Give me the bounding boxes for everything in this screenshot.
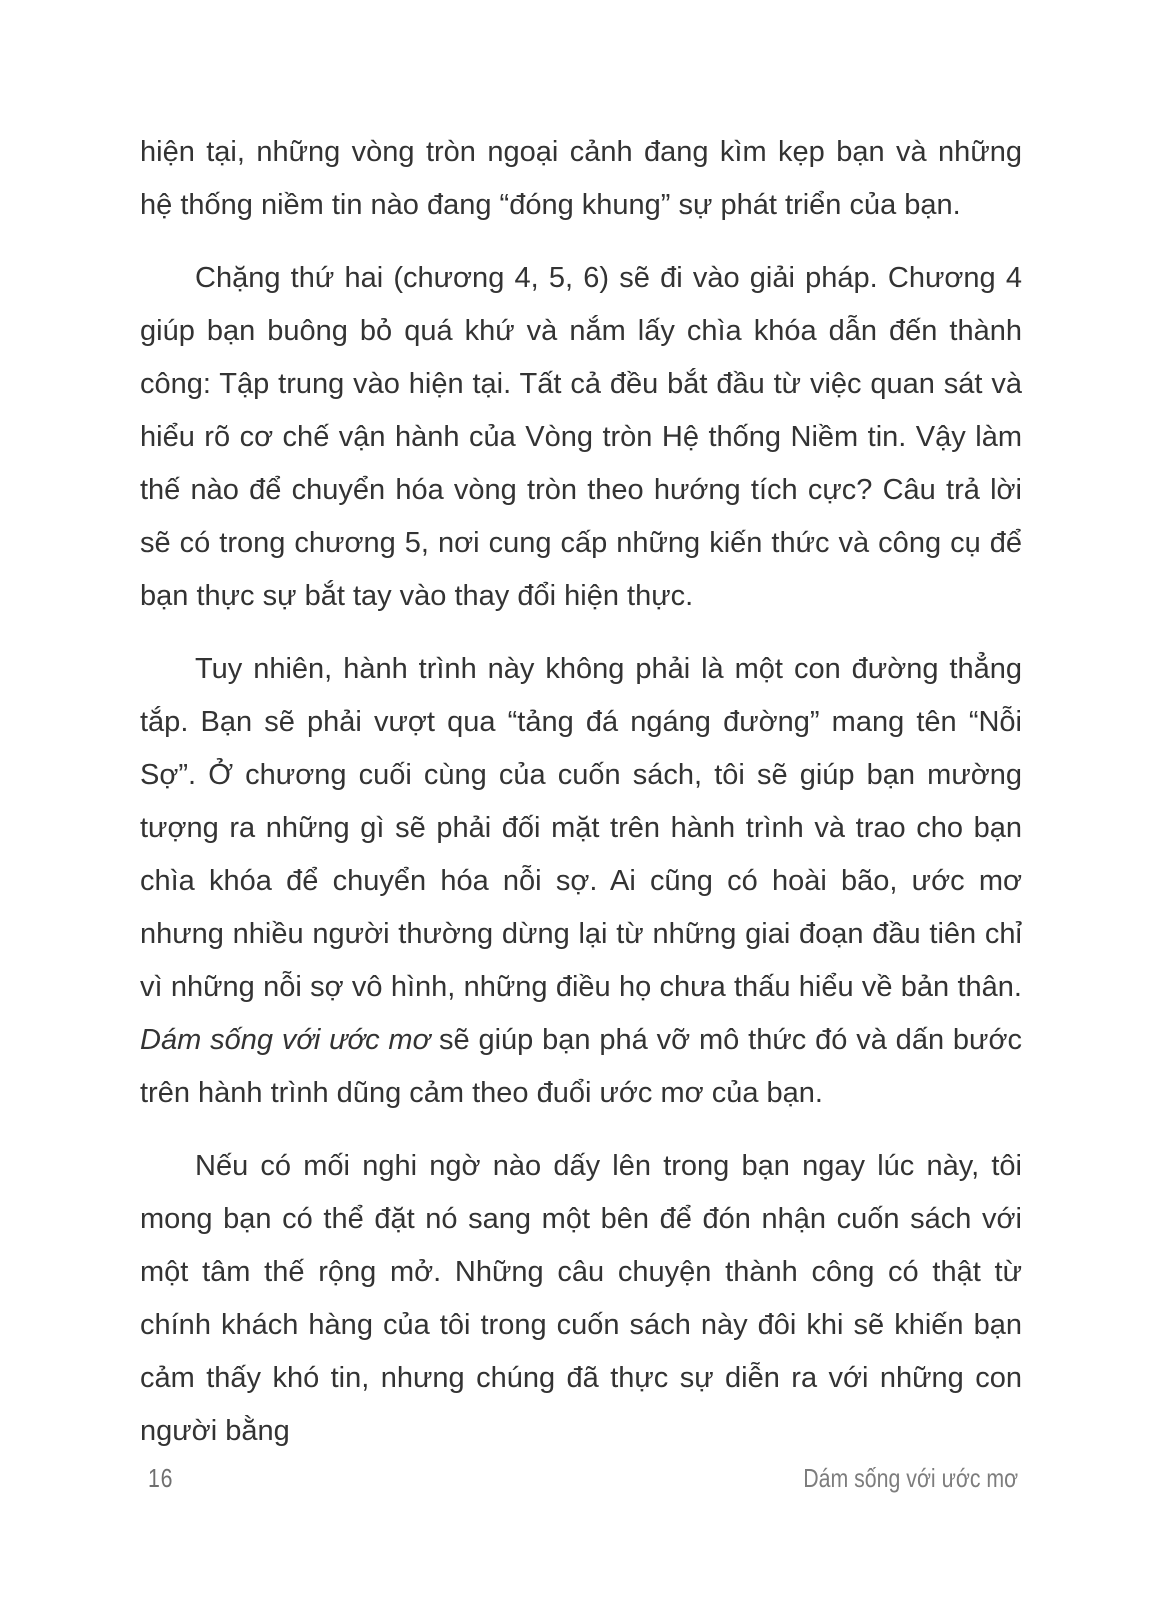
book-title-italic: Dám sống với ước mơ [140,1024,431,1056]
paragraph [140,1140,1022,1458]
paragraph [140,252,1022,623]
page-number: 16 [148,1463,174,1493]
paragraph [140,643,1022,1120]
text-run: Tuy nhiên, hành trình này không phải là một con đường thẳng tắp. Bạn sẽ phải vượt qua “tảng đá ngáng đường” mang tên “Nỗi Sợ”. Ở chương cuối cùng của cuốn sách, tôi sẽ giúp bạn mường tượng ra những gì sẽ phải đối mặt trên hành trình và trao cho bạn chìa khóa để chuyển hóa nỗi sợ. Ai cũng có hoài bão, ước mơ nhưng nhiều người thường dừng lại từ những giai đoạn đầu tiên chỉ vì những nỗi sợ vô hình, những điều họ chưa thấu hiểu về bản thân. [140,653,1022,1003]
paragraph [140,126,1022,232]
page-body [140,126,1022,1458]
running-title: Dám sống với ước mơ [803,1463,1018,1493]
text-run: sẽ giúp bạn phá vỡ mô thức đó và dấn bước trên hành trình dũng cảm theo đuổi ước mơ của bạn. [140,1024,1022,1109]
text-run: Nếu có mối nghi ngờ nào dấy lên trong bạn ngay lúc này, tôi mong bạn có thể đặt nó sang một bên để đón nhận cuốn sách với một tâm thế rộng mở. Những câu chuyện thành công có thật từ chính khách hàng của tôi trong cuốn sách này đôi khi sẽ khiến bạn cảm thấy khó tin, nhưng chúng đã thực sự diễn ra với những con người bằng [140,1150,1022,1447]
text-run: hiện tại, những vòng tròn ngoại cảnh đang kìm kẹp bạn và những hệ thống niềm tin nào đang “đóng khung” sự phát triển của bạn. [140,136,1022,221]
page-footer [148,1448,1018,1494]
text-run: Chặng thứ hai (chương 4, 5, 6) sẽ đi vào giải pháp. Chương 4 giúp bạn buông bỏ quá khứ và nắm lấy chìa khóa dẫn đến thành công: Tập trung vào hiện tại. Tất cả đều bắt đầu từ việc quan sát và hiểu rõ cơ chế vận hành của Vòng tròn Hệ thống Niềm tin. Vậy làm thế nào để chuyển hóa vòng tròn theo hướng tích cực? Câu trả lời sẽ có trong chương 5, nơi cung cấp những kiến thức và công cụ để bạn thực sự bắt tay vào thay đổi hiện thực. [140,262,1022,612]
